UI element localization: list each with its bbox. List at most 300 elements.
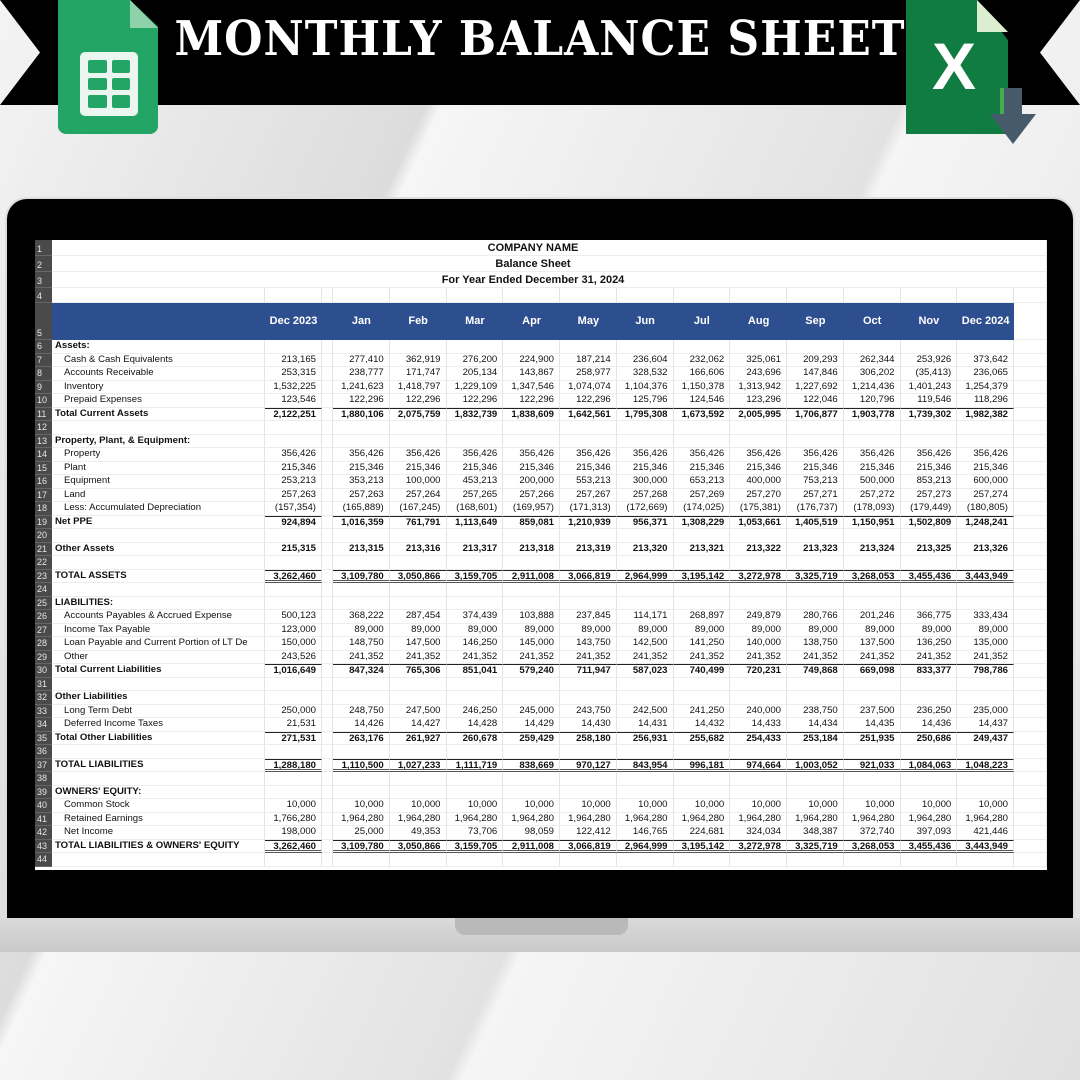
cell[interactable] <box>844 745 901 759</box>
row-label[interactable]: Deferred Income Taxes <box>52 718 265 732</box>
value-cell[interactable]: 147,846 <box>787 367 844 381</box>
value-cell[interactable]: 257,273 <box>901 489 958 503</box>
spacer-cell[interactable] <box>322 543 333 557</box>
value-cell[interactable]: 209,293 <box>787 354 844 368</box>
row-number[interactable]: 25 <box>35 597 52 611</box>
cell[interactable] <box>333 772 390 786</box>
value-cell[interactable]: 150,000 <box>265 637 322 651</box>
value-cell[interactable]: 257,270 <box>730 489 787 503</box>
cell[interactable] <box>447 772 504 786</box>
value-cell[interactable]: 1,214,436 <box>844 381 901 395</box>
value-cell[interactable]: 21,531 <box>265 718 322 732</box>
value-cell[interactable]: 851,041 <box>447 664 504 678</box>
value-cell[interactable]: 1,227,692 <box>787 381 844 395</box>
value-cell[interactable]: (172,669) <box>617 502 674 516</box>
value-cell[interactable]: (175,381) <box>730 502 787 516</box>
value-cell[interactable]: 138,750 <box>787 637 844 651</box>
cell[interactable] <box>787 678 844 692</box>
row-label[interactable]: Accounts Payables & Accrued Expense <box>52 610 265 624</box>
row-label[interactable]: Retained Earnings <box>52 813 265 827</box>
cell[interactable] <box>901 691 958 705</box>
cell[interactable] <box>957 340 1014 354</box>
value-cell[interactable]: 1,347,546 <box>503 381 560 395</box>
value-cell[interactable]: 798,786 <box>957 664 1014 678</box>
value-cell[interactable]: 356,426 <box>674 448 731 462</box>
value-cell[interactable]: 100,000 <box>390 475 447 489</box>
value-cell[interactable]: 356,426 <box>333 448 390 462</box>
value-cell[interactable]: 1,642,561 <box>560 408 617 422</box>
cell[interactable] <box>957 853 1014 867</box>
value-cell[interactable]: 3,262,460 <box>265 840 322 854</box>
value-cell[interactable]: 215,346 <box>503 462 560 476</box>
cell[interactable] <box>560 556 617 570</box>
spacer-cell[interactable] <box>322 583 333 597</box>
value-cell[interactable]: 238,750 <box>787 705 844 719</box>
cell[interactable] <box>674 556 731 570</box>
value-cell[interactable]: 500,123 <box>265 610 322 624</box>
row-number[interactable]: 44 <box>35 853 52 867</box>
spacer-cell[interactable] <box>322 853 333 867</box>
row-label[interactable]: Other Assets <box>52 543 265 557</box>
cell[interactable] <box>333 786 390 800</box>
row-number[interactable]: 40 <box>35 799 52 813</box>
value-cell[interactable]: 853,213 <box>901 475 958 489</box>
cell[interactable] <box>901 678 958 692</box>
row-label[interactable]: Plant <box>52 462 265 476</box>
value-cell[interactable]: 250,686 <box>901 732 958 746</box>
value-cell[interactable]: 277,410 <box>333 354 390 368</box>
cell[interactable] <box>52 421 265 435</box>
value-cell[interactable]: 232,062 <box>674 354 731 368</box>
value-cell[interactable]: 241,352 <box>390 651 447 665</box>
value-cell[interactable]: 1,838,609 <box>503 408 560 422</box>
cell[interactable] <box>447 340 504 354</box>
column-header[interactable]: Dec 2023 <box>265 303 322 340</box>
value-cell[interactable]: 1,964,280 <box>787 813 844 827</box>
cell[interactable] <box>787 691 844 705</box>
cell[interactable] <box>1014 408 1047 422</box>
cell[interactable] <box>617 421 674 435</box>
row-number[interactable]: 10 <box>35 394 52 408</box>
row-label[interactable]: Cash & Cash Equivalents <box>52 354 265 368</box>
cell[interactable] <box>1014 853 1047 867</box>
value-cell[interactable]: 276,200 <box>447 354 504 368</box>
value-cell[interactable]: 1,502,809 <box>901 516 958 530</box>
row-number[interactable]: 9 <box>35 381 52 395</box>
value-cell[interactable]: 14,428 <box>447 718 504 732</box>
cell[interactable] <box>957 745 1014 759</box>
value-cell[interactable]: 120,796 <box>844 394 901 408</box>
value-cell[interactable]: 247,500 <box>390 705 447 719</box>
cell[interactable] <box>1014 732 1047 746</box>
cell[interactable] <box>617 691 674 705</box>
value-cell[interactable]: 3,109,780 <box>333 570 390 584</box>
value-cell[interactable]: 1,210,939 <box>560 516 617 530</box>
cell[interactable] <box>333 529 390 543</box>
spacer-cell[interactable] <box>322 597 333 611</box>
value-cell[interactable]: 249,437 <box>957 732 1014 746</box>
value-cell[interactable]: 373,642 <box>957 354 1014 368</box>
cell[interactable] <box>674 853 731 867</box>
cell[interactable] <box>730 340 787 354</box>
cell[interactable] <box>1014 799 1047 813</box>
cell[interactable] <box>560 340 617 354</box>
value-cell[interactable]: 241,352 <box>503 651 560 665</box>
value-cell[interactable]: 135,000 <box>957 637 1014 651</box>
value-cell[interactable]: 215,346 <box>957 462 1014 476</box>
value-cell[interactable]: 10,000 <box>901 799 958 813</box>
cell[interactable] <box>1014 543 1047 557</box>
row-label[interactable]: Loan Payable and Current Portion of LT De <box>52 637 265 651</box>
value-cell[interactable]: 356,426 <box>901 448 958 462</box>
value-cell[interactable]: 3,443,949 <box>957 840 1014 854</box>
value-cell[interactable]: 2,005,995 <box>730 408 787 422</box>
cell[interactable] <box>730 597 787 611</box>
value-cell[interactable]: 10,000 <box>957 799 1014 813</box>
value-cell[interactable]: 215,346 <box>265 462 322 476</box>
cell[interactable] <box>730 435 787 449</box>
row-number[interactable]: 5 <box>35 303 52 340</box>
spacer-cell[interactable] <box>322 840 333 854</box>
value-cell[interactable]: 1,401,243 <box>901 381 958 395</box>
value-cell[interactable]: 250,000 <box>265 705 322 719</box>
cell[interactable] <box>560 583 617 597</box>
value-cell[interactable]: 974,664 <box>730 759 787 773</box>
value-cell[interactable]: 421,446 <box>957 826 1014 840</box>
cell[interactable] <box>333 597 390 611</box>
value-cell[interactable]: 14,431 <box>617 718 674 732</box>
value-cell[interactable]: 10,000 <box>560 799 617 813</box>
cell[interactable] <box>844 556 901 570</box>
value-cell[interactable]: 254,433 <box>730 732 787 746</box>
cell[interactable] <box>787 435 844 449</box>
row-number[interactable]: 12 <box>35 421 52 435</box>
cell[interactable] <box>560 529 617 543</box>
cell[interactable] <box>901 529 958 543</box>
row-number[interactable]: 11 <box>35 408 52 422</box>
value-cell[interactable]: 1,150,378 <box>674 381 731 395</box>
value-cell[interactable]: 579,240 <box>503 664 560 678</box>
value-cell[interactable]: 10,000 <box>503 799 560 813</box>
row-number[interactable]: 42 <box>35 826 52 840</box>
value-cell[interactable]: 198,000 <box>265 826 322 840</box>
spacer-cell[interactable] <box>322 489 333 503</box>
value-cell[interactable]: 10,000 <box>787 799 844 813</box>
cell[interactable] <box>1014 826 1047 840</box>
value-cell[interactable]: 213,165 <box>265 354 322 368</box>
value-cell[interactable]: 3,455,436 <box>901 570 958 584</box>
cell[interactable] <box>1014 637 1047 651</box>
value-cell[interactable]: 356,426 <box>787 448 844 462</box>
row-label[interactable]: Property <box>52 448 265 462</box>
value-cell[interactable]: 348,387 <box>787 826 844 840</box>
value-cell[interactable]: 240,000 <box>730 705 787 719</box>
value-cell[interactable]: 2,911,008 <box>503 840 560 854</box>
cell[interactable] <box>265 597 322 611</box>
value-cell[interactable]: 956,371 <box>617 516 674 530</box>
value-cell[interactable]: 1,964,280 <box>901 813 958 827</box>
spacer-cell[interactable] <box>322 475 333 489</box>
value-cell[interactable]: 241,352 <box>333 651 390 665</box>
value-cell[interactable]: 136,250 <box>901 637 958 651</box>
value-cell[interactable]: 996,181 <box>674 759 731 773</box>
cell[interactable] <box>560 691 617 705</box>
row-number[interactable]: 20 <box>35 529 52 543</box>
value-cell[interactable]: 3,268,053 <box>844 570 901 584</box>
column-header[interactable]: May <box>560 303 617 340</box>
value-cell[interactable]: 123,546 <box>265 394 322 408</box>
spacer-cell[interactable] <box>322 381 333 395</box>
cell[interactable] <box>52 288 265 303</box>
value-cell[interactable]: 3,325,719 <box>787 840 844 854</box>
row-number[interactable]: 29 <box>35 651 52 665</box>
value-cell[interactable]: 1,111,719 <box>447 759 504 773</box>
value-cell[interactable]: 257,269 <box>674 489 731 503</box>
cell[interactable] <box>265 853 322 867</box>
cell[interactable] <box>957 786 1014 800</box>
value-cell[interactable]: 257,267 <box>560 489 617 503</box>
value-cell[interactable]: (157,354) <box>265 502 322 516</box>
value-cell[interactable]: 3,268,053 <box>844 840 901 854</box>
value-cell[interactable]: 356,426 <box>957 448 1014 462</box>
cell[interactable] <box>503 529 560 543</box>
value-cell[interactable]: 257,274 <box>957 489 1014 503</box>
row-number[interactable]: 21 <box>35 543 52 557</box>
spacer-cell[interactable] <box>322 502 333 516</box>
row-number[interactable]: 31 <box>35 678 52 692</box>
value-cell[interactable]: 213,318 <box>503 543 560 557</box>
value-cell[interactable]: 201,246 <box>844 610 901 624</box>
cell[interactable] <box>844 772 901 786</box>
value-cell[interactable]: 89,000 <box>901 624 958 638</box>
cell[interactable] <box>844 786 901 800</box>
cell[interactable] <box>503 691 560 705</box>
cell[interactable] <box>617 853 674 867</box>
value-cell[interactable]: 833,377 <box>901 664 958 678</box>
cell[interactable] <box>503 288 560 303</box>
column-header[interactable]: Jan <box>333 303 390 340</box>
cell[interactable] <box>617 745 674 759</box>
value-cell[interactable]: 400,000 <box>730 475 787 489</box>
row-label[interactable]: Less: Accumulated Depreciation <box>52 502 265 516</box>
value-cell[interactable]: 146,250 <box>447 637 504 651</box>
value-cell[interactable]: 257,265 <box>447 489 504 503</box>
value-cell[interactable]: 333,434 <box>957 610 1014 624</box>
spacer-cell[interactable] <box>322 354 333 368</box>
value-cell[interactable]: 213,326 <box>957 543 1014 557</box>
value-cell[interactable]: 10,000 <box>844 799 901 813</box>
row-label[interactable]: Common Stock <box>52 799 265 813</box>
spacer-cell[interactable] <box>322 516 333 530</box>
value-cell[interactable]: 215,315 <box>265 543 322 557</box>
cell[interactable] <box>1014 340 1047 354</box>
value-cell[interactable]: 256,931 <box>617 732 674 746</box>
spacer-cell[interactable] <box>322 408 333 422</box>
value-cell[interactable]: 122,296 <box>390 394 447 408</box>
value-cell[interactable]: 2,122,251 <box>265 408 322 422</box>
row-number[interactable]: 19 <box>35 516 52 530</box>
cell[interactable] <box>730 678 787 692</box>
value-cell[interactable]: 241,352 <box>901 651 958 665</box>
value-cell[interactable]: 213,319 <box>560 543 617 557</box>
value-cell[interactable]: 89,000 <box>560 624 617 638</box>
cell[interactable] <box>1014 570 1047 584</box>
value-cell[interactable]: 123,296 <box>730 394 787 408</box>
value-cell[interactable]: 257,263 <box>333 489 390 503</box>
spacer-cell[interactable] <box>322 678 333 692</box>
value-cell[interactable]: 213,315 <box>333 543 390 557</box>
cell[interactable] <box>787 786 844 800</box>
value-cell[interactable]: 3,066,819 <box>560 840 617 854</box>
cell[interactable] <box>901 853 958 867</box>
cell[interactable] <box>560 421 617 435</box>
value-cell[interactable]: 257,272 <box>844 489 901 503</box>
cell[interactable] <box>390 786 447 800</box>
value-cell[interactable]: 241,352 <box>787 651 844 665</box>
cell[interactable] <box>390 435 447 449</box>
value-cell[interactable]: 765,306 <box>390 664 447 678</box>
cell[interactable] <box>265 556 322 570</box>
value-cell[interactable]: 215,346 <box>617 462 674 476</box>
cell[interactable] <box>1014 272 1047 288</box>
header-label-cell[interactable] <box>52 303 265 340</box>
value-cell[interactable]: 3,443,949 <box>957 570 1014 584</box>
value-cell[interactable]: 753,213 <box>787 475 844 489</box>
value-cell[interactable]: 749,868 <box>787 664 844 678</box>
value-cell[interactable]: 89,000 <box>333 624 390 638</box>
value-cell[interactable]: 10,000 <box>265 799 322 813</box>
cell[interactable] <box>1014 678 1047 692</box>
value-cell[interactable]: 89,000 <box>503 624 560 638</box>
row-label[interactable]: Accounts Receivable <box>52 367 265 381</box>
value-cell[interactable]: 263,176 <box>333 732 390 746</box>
value-cell[interactable]: 1,150,951 <box>844 516 901 530</box>
value-cell[interactable]: 1,964,280 <box>617 813 674 827</box>
value-cell[interactable]: 356,426 <box>560 448 617 462</box>
value-cell[interactable]: 215,346 <box>390 462 447 476</box>
cell[interactable] <box>1014 813 1047 827</box>
column-header[interactable]: Oct <box>844 303 901 340</box>
row-number[interactable]: 37 <box>35 759 52 773</box>
value-cell[interactable]: 103,888 <box>503 610 560 624</box>
value-cell[interactable]: 259,429 <box>503 732 560 746</box>
row-number[interactable]: 1 <box>35 240 52 256</box>
value-cell[interactable]: 125,796 <box>617 394 674 408</box>
cell[interactable] <box>1014 448 1047 462</box>
cell[interactable] <box>1014 435 1047 449</box>
value-cell[interactable]: 255,682 <box>674 732 731 746</box>
row-label[interactable]: OWNERS' EQUITY: <box>52 786 265 800</box>
value-cell[interactable]: 720,231 <box>730 664 787 678</box>
value-cell[interactable]: 653,213 <box>674 475 731 489</box>
cell[interactable] <box>617 786 674 800</box>
value-cell[interactable]: 143,867 <box>503 367 560 381</box>
value-cell[interactable]: 171,747 <box>390 367 447 381</box>
cell[interactable] <box>617 556 674 570</box>
row-label[interactable]: Net Income <box>52 826 265 840</box>
value-cell[interactable]: 89,000 <box>674 624 731 638</box>
cell[interactable] <box>390 597 447 611</box>
cell[interactable] <box>390 421 447 435</box>
value-cell[interactable]: 243,750 <box>560 705 617 719</box>
value-cell[interactable]: 89,000 <box>957 624 1014 638</box>
row-number[interactable]: 28 <box>35 637 52 651</box>
cell[interactable] <box>674 529 731 543</box>
cell[interactable] <box>265 340 322 354</box>
value-cell[interactable]: 146,765 <box>617 826 674 840</box>
cell[interactable] <box>390 288 447 303</box>
value-cell[interactable]: 1,418,797 <box>390 381 447 395</box>
value-cell[interactable]: 237,845 <box>560 610 617 624</box>
value-cell[interactable]: 243,696 <box>730 367 787 381</box>
cell[interactable] <box>844 340 901 354</box>
spacer-cell[interactable] <box>322 556 333 570</box>
value-cell[interactable]: 356,426 <box>844 448 901 462</box>
spacer-cell[interactable] <box>322 651 333 665</box>
value-cell[interactable]: 3,159,705 <box>447 840 504 854</box>
cell[interactable] <box>503 556 560 570</box>
value-cell[interactable]: (169,957) <box>503 502 560 516</box>
value-cell[interactable]: 600,000 <box>957 475 1014 489</box>
row-label[interactable]: LIABILITIES: <box>52 597 265 611</box>
value-cell[interactable]: 215,346 <box>333 462 390 476</box>
value-cell[interactable]: 1,113,649 <box>447 516 504 530</box>
row-number[interactable]: 13 <box>35 435 52 449</box>
value-cell[interactable]: 325,061 <box>730 354 787 368</box>
cell[interactable] <box>503 678 560 692</box>
value-cell[interactable]: 215,346 <box>730 462 787 476</box>
cell[interactable] <box>901 786 958 800</box>
sheet-title-line[interactable]: COMPANY NAME <box>52 240 1014 256</box>
cell[interactable] <box>333 421 390 435</box>
cell[interactable] <box>901 288 958 303</box>
column-header[interactable]: Sep <box>787 303 844 340</box>
row-label[interactable]: Equipment <box>52 475 265 489</box>
value-cell[interactable]: 14,427 <box>390 718 447 732</box>
cell[interactable] <box>390 678 447 692</box>
value-cell[interactable]: 859,081 <box>503 516 560 530</box>
cell[interactable] <box>1014 624 1047 638</box>
value-cell[interactable]: 1,053,661 <box>730 516 787 530</box>
value-cell[interactable]: 215,346 <box>844 462 901 476</box>
value-cell[interactable]: 49,353 <box>390 826 447 840</box>
value-cell[interactable]: 213,325 <box>901 543 958 557</box>
cell[interactable] <box>1014 502 1047 516</box>
value-cell[interactable]: 246,250 <box>447 705 504 719</box>
spacer-cell[interactable] <box>322 367 333 381</box>
cell[interactable] <box>730 421 787 435</box>
value-cell[interactable]: 1,229,109 <box>447 381 504 395</box>
value-cell[interactable]: 3,050,866 <box>390 570 447 584</box>
cell[interactable] <box>787 340 844 354</box>
value-cell[interactable]: (167,245) <box>390 502 447 516</box>
cell[interactable] <box>503 745 560 759</box>
value-cell[interactable]: 1,964,280 <box>957 813 1014 827</box>
cell[interactable] <box>674 583 731 597</box>
cell[interactable] <box>503 772 560 786</box>
cell[interactable] <box>1014 354 1047 368</box>
value-cell[interactable]: 235,000 <box>957 705 1014 719</box>
cell[interactable] <box>1014 303 1047 340</box>
column-header[interactable]: Feb <box>390 303 447 340</box>
value-cell[interactable]: 89,000 <box>787 624 844 638</box>
cell[interactable] <box>1014 786 1047 800</box>
cell[interactable] <box>674 786 731 800</box>
value-cell[interactable]: 1,313,942 <box>730 381 787 395</box>
cell[interactable] <box>674 772 731 786</box>
value-cell[interactable]: 14,429 <box>503 718 560 732</box>
cell[interactable] <box>844 529 901 543</box>
